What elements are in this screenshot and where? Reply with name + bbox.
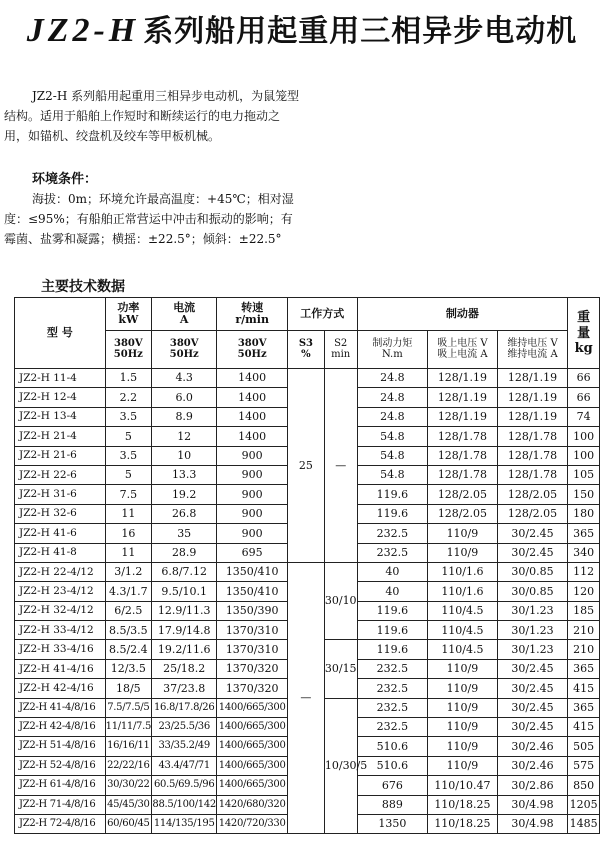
cell-current: 12 [152,427,217,446]
cell-power: 3.5 [105,407,151,426]
cell-power: 8.5/2.4 [105,640,151,659]
cell-keep: 30/0.85 [497,582,568,601]
cell-weight: 105 [568,465,600,484]
cell-power: 16 [105,524,151,543]
cell-current: 26.8 [152,504,217,523]
cell-hold: 110/4.5 [428,640,498,659]
cell-speed: 1370/310 [217,621,288,640]
cell-keep: 30/2.45 [497,543,568,562]
cell-hold: 110/9 [428,698,498,717]
header-keep: 维持电压 V 维持电流 A [497,331,568,369]
cell-speed: 900 [217,524,288,543]
cell-torque: 232.5 [357,679,428,698]
cell-power: 3/1.2 [105,562,151,581]
cell-model: JZ2-H 42-4/16 [15,679,106,698]
cell-hold: 110/9 [428,756,498,775]
cell-weight: 210 [568,640,600,659]
cell-keep: 128/1.78 [497,446,568,465]
cell-model: JZ2-H 13-4 [15,407,106,426]
cell-current: 16.8/17.8/26 [152,698,217,717]
cell-hold: 110/10.47 [428,776,498,795]
table-row [15,562,600,581]
cell-torque: 24.8 [357,407,428,426]
cell-power: 7.5 [105,485,151,504]
cell-torque: 119.6 [357,485,428,504]
cell-current: 4.3 [152,369,217,388]
cell-keep: 30/1.23 [497,601,568,620]
cell-model: JZ2-H 72-4/8/16 [15,814,106,833]
cell-weight: 505 [568,737,600,756]
cell-current: 88.5/100/142 [152,795,217,814]
cell-power: 6/2.5 [105,601,151,620]
cell-power: 22/22/16 [105,756,151,775]
cell-weight: 74 [568,407,600,426]
cell-current: 25/18.2 [152,659,217,678]
cell-model: JZ2-H 12-4 [15,388,106,407]
cell-weight: 340 [568,543,600,562]
cell-keep: 30/4.98 [497,814,568,833]
cell-current: 28.9 [152,543,217,562]
cell-hold: 110/1.6 [428,562,498,581]
table-heading: 主要技术数据 [41,279,125,295]
cell-weight: 120 [568,582,600,601]
cell-power: 18/5 [105,679,151,698]
cell-power: 4.3/1.7 [105,582,151,601]
cell-speed: 1400 [217,407,288,426]
cell-hold: 128/2.05 [428,504,498,523]
cell-weight: 415 [568,679,600,698]
cell-current: 10 [152,446,217,465]
cell-power: 3.5 [105,446,151,465]
cell-torque: 889 [357,795,428,814]
cell-speed: 1400/665/300 [217,776,288,795]
cell-keep: 30/4.98 [497,795,568,814]
cell-hold: 110/4.5 [428,621,498,640]
cell-current: 8.9 [152,407,217,426]
cell-weight: 850 [568,776,600,795]
cell-model: JZ2-H 51-4/8/16 [15,737,106,756]
cell-keep: 128/2.05 [497,485,568,504]
cell-model: JZ2-H 23-4/12 [15,582,106,601]
cell-torque: 232.5 [357,659,428,678]
cell-model: JZ2-H 33-4/16 [15,640,106,659]
cell-hold: 110/18.25 [428,795,498,814]
cell-torque: 40 [357,562,428,581]
cell-current: 6.8/7.12 [152,562,217,581]
cell-current: 37/23.8 [152,679,217,698]
cell-s2-group2a: 30/10 [324,562,357,640]
cell-model: JZ2-H 41-8 [15,543,106,562]
cell-weight: 180 [568,504,600,523]
cell-keep: 128/1.19 [497,369,568,388]
cell-hold: 128/1.78 [428,465,498,484]
header-model: 型 号 [15,298,106,369]
cell-speed: 900 [217,465,288,484]
header-current: 电流 A [152,298,217,331]
cell-model: JZ2-H 11-4 [15,369,106,388]
cell-weight: 365 [568,698,600,717]
cell-torque: 119.6 [357,640,428,659]
table-row [15,369,600,388]
header-s2: S2 min [324,331,357,369]
cell-torque: 119.6 [357,601,428,620]
cell-speed: 900 [217,446,288,465]
cell-speed: 1350/410 [217,562,288,581]
cell-model: JZ2-H 32-6 [15,504,106,523]
cell-current: 19.2 [152,485,217,504]
cell-torque: 24.8 [357,369,428,388]
cell-hold: 128/1.19 [428,388,498,407]
cell-hold: 110/9 [428,543,498,562]
cell-model: JZ2-H 21-4 [15,427,106,446]
cell-keep: 30/2.45 [497,698,568,717]
cell-torque: 232.5 [357,698,428,717]
cell-model: JZ2-H 42-4/8/16 [15,718,106,737]
cell-keep: 30/1.23 [497,640,568,659]
header-speed: 转速 r/min [217,298,288,331]
cell-hold: 110/9 [428,659,498,678]
header-power: 功率 kW [105,298,151,331]
cell-power: 12/3.5 [105,659,151,678]
cell-torque: 54.8 [357,446,428,465]
cell-hold: 110/18.25 [428,814,498,833]
env-paragraph: 海拔：0m；环境允许最高温度：+45℃；相对湿度：≤95%；有船舶正常营运中冲击和振动的影响；有霉菌、盐雾和凝露；横摇：±22.5°；倾斜：±22.5° [4,192,294,246]
cell-power: 45/45/30 [105,795,151,814]
cell-current: 23/25.5/36 [152,718,217,737]
header-torque: 制动力矩 N.m [357,331,428,369]
cell-current: 12.9/11.3 [152,601,217,620]
cell-current: 35 [152,524,217,543]
cell-hold: 110/1.6 [428,582,498,601]
cell-speed: 1370/320 [217,659,288,678]
cell-speed: 900 [217,504,288,523]
cell-keep: 30/2.45 [497,679,568,698]
cell-keep: 30/1.23 [497,621,568,640]
cell-weight: 210 [568,621,600,640]
cell-speed: 1350/410 [217,582,288,601]
cell-speed: 1420/720/330 [217,814,288,833]
env-heading: 环境条件： [32,172,98,187]
cell-speed: 1350/390 [217,601,288,620]
cell-torque: 119.6 [357,621,428,640]
cell-current: 114/135/195 [152,814,217,833]
cell-current: 6.0 [152,388,217,407]
title-text: 系列船用起重用三相异步电动机 [143,14,578,49]
cell-weight: 100 [568,427,600,446]
cell-weight: 365 [568,659,600,678]
header-power-rating: 380V 50Hz [105,331,151,369]
cell-model: JZ2-H 52-4/8/16 [15,756,106,775]
cell-power: 11 [105,504,151,523]
cell-keep: 30/2.86 [497,776,568,795]
cell-model: JZ2-H 41-4/8/16 [15,698,106,717]
cell-hold: 110/9 [428,737,498,756]
cell-speed: 1400/665/300 [217,737,288,756]
cell-speed: 1370/320 [217,679,288,698]
cell-s3-group1: 25 [287,369,324,563]
cell-power: 16/16/11 [105,737,151,756]
cell-hold: 128/1.19 [428,369,498,388]
cell-weight: 66 [568,369,600,388]
cell-hold: 128/2.05 [428,485,498,504]
cell-current: 13.3 [152,465,217,484]
cell-keep: 30/2.45 [497,659,568,678]
cell-power: 60/60/45 [105,814,151,833]
cell-current: 60.5/69.5/96 [152,776,217,795]
spec-table [14,297,600,834]
cell-s2-group2c: 10/30/5 [324,698,357,834]
header-brake: 制动器 [357,298,568,331]
cell-weight: 415 [568,718,600,737]
cell-power: 5 [105,427,151,446]
cell-power: 5 [105,465,151,484]
cell-weight: 150 [568,485,600,504]
cell-speed: 1400 [217,427,288,446]
cell-keep: 128/1.78 [497,427,568,446]
cell-keep: 128/1.19 [497,407,568,426]
cell-hold: 110/4.5 [428,601,498,620]
spec-table-body [15,369,600,834]
cell-hold: 128/1.19 [428,407,498,426]
cell-weight: 1485 [568,814,600,833]
cell-weight: 365 [568,524,600,543]
cell-speed: 1400 [217,388,288,407]
title-model: JZ2-H [26,12,140,49]
cell-s2-group1: — [324,369,357,563]
cell-speed: 1370/310 [217,640,288,659]
cell-hold: 110/9 [428,679,498,698]
cell-model: JZ2-H 21-6 [15,446,106,465]
cell-model: JZ2-H 31-6 [15,485,106,504]
cell-current: 19.2/11.6 [152,640,217,659]
cell-power: 2.2 [105,388,151,407]
cell-weight: 575 [568,756,600,775]
cell-model: JZ2-H 32-4/12 [15,601,106,620]
cell-keep: 128/2.05 [497,504,568,523]
page-title [0,6,604,50]
cell-weight: 100 [568,446,600,465]
cell-power: 11 [105,543,151,562]
cell-s2-group2b: 30/15 [324,640,357,698]
cell-torque: 54.8 [357,427,428,446]
cell-power: 11/11/7.5 [105,718,151,737]
header-current-rating: 380V 50Hz [152,331,217,369]
cell-power: 30/30/22 [105,776,151,795]
cell-s3-group2: — [287,562,324,833]
cell-keep: 30/2.46 [497,737,568,756]
cell-speed: 1400/665/300 [217,718,288,737]
header-hold: 吸上电压 V 吸上电流 A [428,331,498,369]
cell-hold: 128/1.78 [428,446,498,465]
header-s3: S3 % [287,331,324,369]
cell-torque: 676 [357,776,428,795]
cell-model: JZ2-H 71-4/8/16 [15,795,106,814]
header-weight: 重量 kg [568,298,600,369]
cell-model: JZ2-H 33-4/12 [15,621,106,640]
cell-torque: 54.8 [357,465,428,484]
cell-keep: 128/1.78 [497,465,568,484]
cell-torque: 232.5 [357,524,428,543]
cell-power: 7.5/7.5/5 [105,698,151,717]
cell-model: JZ2-H 22-4/12 [15,562,106,581]
cell-torque: 232.5 [357,543,428,562]
cell-power: 8.5/3.5 [105,621,151,640]
cell-current: 43.4/47/71 [152,756,217,775]
cell-speed: 695 [217,543,288,562]
cell-torque: 119.6 [357,504,428,523]
cell-torque: 40 [357,582,428,601]
cell-keep: 30/2.45 [497,718,568,737]
header-work-mode: 工作方式 [287,298,357,331]
cell-power: 1.5 [105,369,151,388]
cell-keep: 30/2.45 [497,524,568,543]
cell-current: 9.5/10.1 [152,582,217,601]
cell-keep: 30/2.46 [497,756,568,775]
cell-torque: 232.5 [357,718,428,737]
cell-hold: 110/9 [428,524,498,543]
cell-current: 17.9/14.8 [152,621,217,640]
cell-hold: 128/1.78 [428,427,498,446]
cell-weight: 185 [568,601,600,620]
intro-paragraph: JZ2-H 系列船用起重用三相异步电动机，为鼠笼型结构。适用于船舶上作短时和断续运行的电力拖动之用，如锚机、绞盘机及绞车等甲板机械。 [4,89,300,143]
cell-keep: 30/0.85 [497,562,568,581]
cell-current: 33/35.2/49 [152,737,217,756]
header-speed-rating: 380V 50Hz [217,331,288,369]
cell-weight: 1205 [568,795,600,814]
cell-model: JZ2-H 41-6 [15,524,106,543]
cell-speed: 1400 [217,369,288,388]
cell-weight: 66 [568,388,600,407]
cell-model: JZ2-H 41-4/16 [15,659,106,678]
cell-torque: 24.8 [357,388,428,407]
cell-speed: 900 [217,485,288,504]
cell-speed: 1400/665/300 [217,698,288,717]
cell-model: JZ2-H 22-6 [15,465,106,484]
cell-torque: 1350 [357,814,428,833]
cell-torque: 510.6 [357,756,428,775]
cell-speed: 1400/665/300 [217,756,288,775]
cell-hold: 110/9 [428,718,498,737]
cell-weight: 112 [568,562,600,581]
cell-speed: 1420/680/320 [217,795,288,814]
cell-torque: 510.6 [357,737,428,756]
cell-keep: 128/1.19 [497,388,568,407]
cell-model: JZ2-H 61-4/8/16 [15,776,106,795]
